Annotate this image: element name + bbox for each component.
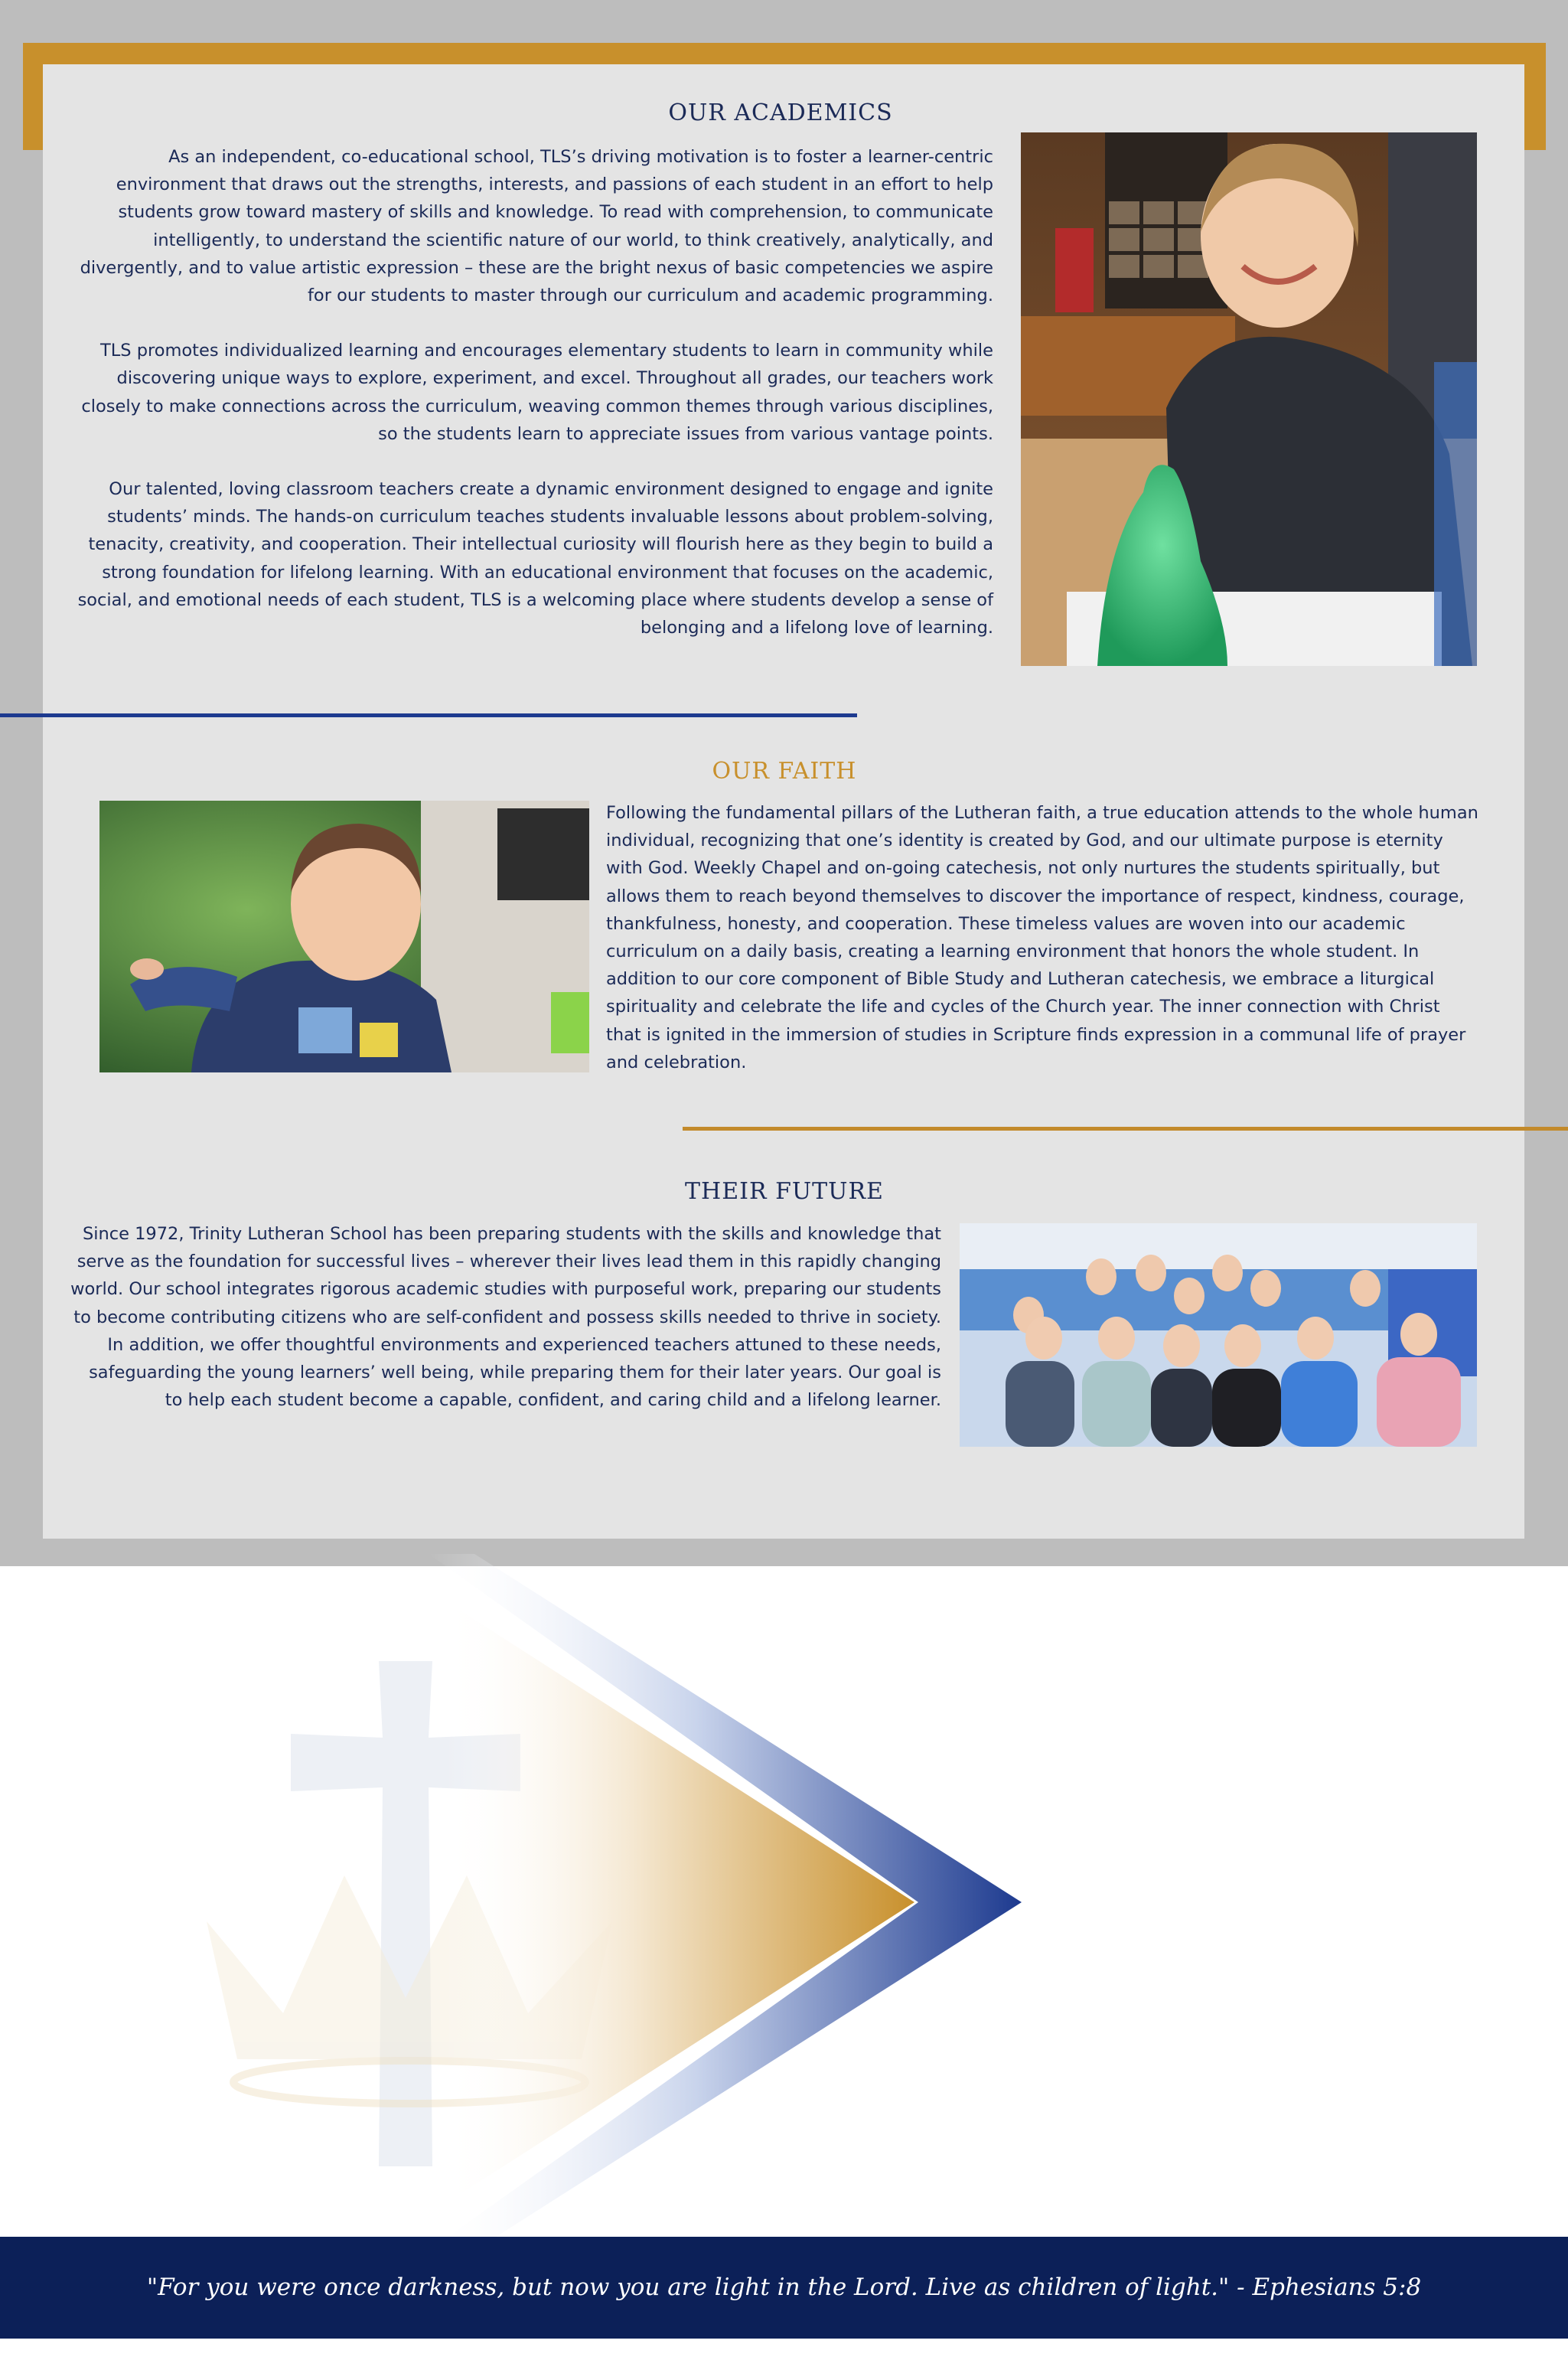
blue-divider-rule bbox=[0, 713, 857, 717]
footer-quote: "For you were once darkness, but now you are light in the Lord. Live as children of light." - Ephesians 5:8 bbox=[146, 2273, 1422, 2301]
future-body bbox=[70, 1220, 941, 1414]
academics-paragraph-1: As an independent, co-educational school, TLS’s driving motivation is to foster a learner-centric environment that draws out the strengths, interests, and passions of each student in an effort to help students grow toward mastery of skills and knowledge. To read with comprehension, to communicate intelligently, to understand the scientific nature of our world, to think creatively, analytically, and divergently, and to value artistic expression – these are the bright nexus of basic competencies we aspire for our students to master through our curriculum and academic programming. bbox=[80, 147, 993, 306]
faith-paragraph: Following the fundamental pillars of the Lutheran faith, a true education attends to the whole human individual, recognizing that one’s identity is created by God, and our ultimate purpose is eternity with God. Weekly Chapel and on-going catechesis, not only nurtures the students spiritually, but allows them to reach beyond themselves to discover the importance of respect, kindness, courage, thankfulness, honesty, and cooperation. These timeless values are woven into our academic curriculum on a daily basis, creating a learning environment that honors the whole student. In addition to our core component of Bible Study and Lutheran catechesis, we embrace a liturgical spirituality and celebrate the life and cycles of the Church year. The inner connection with Christ that is ignited in the immersion of studies in Scripture finds expression in a communal life of prayer and celebration. bbox=[606, 803, 1478, 1072]
future-paragraph: Since 1972, Trinity Lutheran School has been preparing students with the skills and knowledge that serve as the foundation for successful lives – wherever their lives lead them in this rapidly changing world. Our school integrates rigorous academic studies with purposeful work, preparing our students to become contributing citizens who are self-confident and possess skills needed to thrive in society. In addition, we offer thoughtful environments and experienced teachers attuned to these needs, safeguarding the young learners’ well being, while preparing them for their later years. Our goal is to help each student become a capable, confident, and caring child and a lifelong learner. bbox=[70, 1224, 941, 1411]
decorative-cross-crown-chevron bbox=[0, 1531, 1568, 2237]
academics-paragraph-3: Our talented, loving classroom teachers create a dynamic environment designed to engage and ignite students’ minds. The hands-on curriculum teaches students invaluable lessons about problem-solving, tenacity, creativity, and cooperation. Their intellectual curiosity will flourish here as they begin to build a strong foundation for lifelong learning. With an educational environment that focuses on the academic, social, and emotional needs of each student, TLS is a welcoming place where students develop a sense of belonging and a lifelong love of learning. bbox=[77, 479, 993, 638]
future-title: THEIR FUTURE bbox=[685, 1178, 884, 1205]
future-photo-group bbox=[960, 1223, 1477, 1447]
faith-photo-boy bbox=[99, 801, 589, 1072]
academics-paragraph-2: TLS promotes individualized learning and encourages elementary students to learn in community while discovering unique ways to explore, experiment, and excel. Throughout all grades, our teachers work closely to make connections across the curriculum, weaving common themes through various disciplines, so the students learn to appreciate issues from various vantage points. bbox=[81, 341, 993, 444]
academics-photo-girl-slime bbox=[1021, 132, 1477, 666]
academics-body bbox=[70, 143, 993, 641]
footer-band bbox=[0, 2237, 1568, 2339]
academics-title: OUR ACADEMICS bbox=[668, 100, 893, 126]
gold-divider-rule bbox=[683, 1127, 1568, 1131]
faith-body bbox=[606, 799, 1478, 1076]
faith-title: OUR FAITH bbox=[712, 758, 857, 785]
